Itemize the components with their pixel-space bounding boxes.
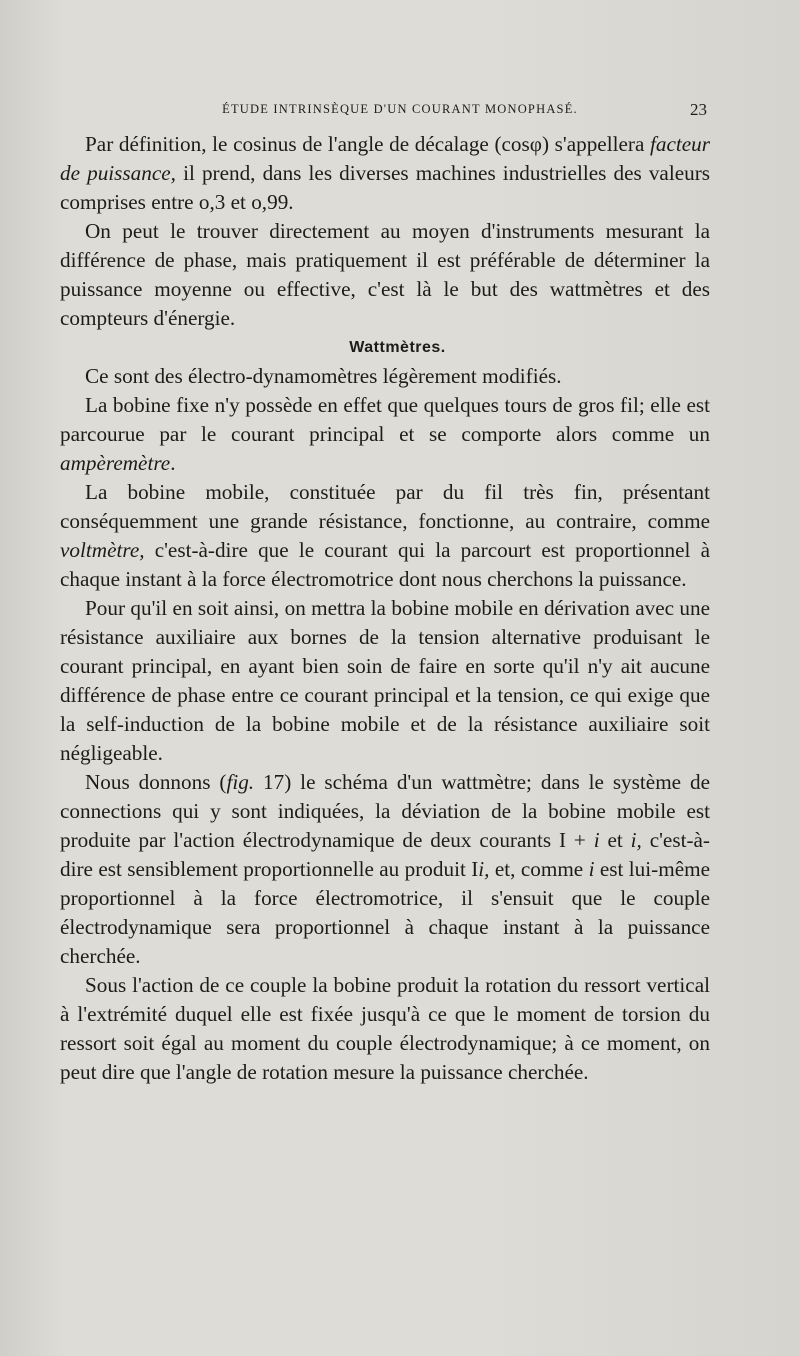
section-heading: Wattmètres. <box>349 339 446 356</box>
paragraph-8: Sous l'action de ce couple la bobine produit la rotation du ressort vertical à l'extrémité duquel elle est fixée jusqu'à ce que le moment de torsion du ressort soit égal au moment du couple électrodynamique; à ce moment, on peut dire que l'angle de rotation mesure la puissance cherchée. <box>60 973 710 1084</box>
paragraph-1: Par définition, le cosinus de l'angle de décalage (cosφ) s'appellera facteur de puissance, il prend, dans les diverses machines industrielles des valeurs comprises entre o,3 et o,99. <box>60 132 711 214</box>
body-text <box>60 130 710 1087</box>
paragraph-6: Pour qu'il en soit ainsi, on mettra la bobine mobile en dérivation avec une résistance auxiliaire aux bornes de la tension alternative produisant le courant principal, en ayant bien soin de faire en sorte qu'il n'y ait aucune différence de phase entre ce courant principal et la tension, ce qui exige que la self-induction de la bobine mobile et de la résistance auxiliaire soit négligeable. <box>60 596 710 765</box>
paragraph-2: On peut le trouver directement au moyen d'instruments mesurant la différence de phase, mais pratiquement il est préférable de déterminer la puissance moyenne ou effective, c'est là le but des wattmètres et des compteurs d'énergie. <box>60 219 710 330</box>
paragraph-5: La bobine mobile, constituée par du fil très fin, présentant conséquemment une grande résistance, fonctionne, au contraire, comme voltmètre, c'est-à-dire que le courant qui la parcourt est proportionnel à chaque instant à la force électromotrice dont nous cherchons la puissance. <box>60 480 710 591</box>
paragraph-7: Nous donnons (fig. 17) le schéma d'un wattmètre; dans le système de connections qui y sont indiquées, la déviation de la bobine mobile est produite par l'action électrodynamique de deux courants I + i et i, c'est-à-dire est sensiblement proportionnelle au produit Ii, et, comme i est lui-même proportionnel à la force électromotrice, il s'ensuit que le couple électrodynamique sera proportionnel à chaque instant à la puissance cherchée. <box>60 770 710 968</box>
running-head: ÉTUDE INTRINSÈQUE D'UN COURANT MONOPHASÉ. <box>222 102 578 116</box>
paragraph-4: La bobine fixe n'y possède en effet que quelques tours de gros fil; elle est parcourue par le courant principal et se comporte alors comme un ampèremètre. <box>60 393 710 475</box>
page-number: 23 <box>690 100 707 119</box>
paragraph-3: Ce sont des électro-dynamomètres légèrement modifiés. <box>85 364 562 388</box>
